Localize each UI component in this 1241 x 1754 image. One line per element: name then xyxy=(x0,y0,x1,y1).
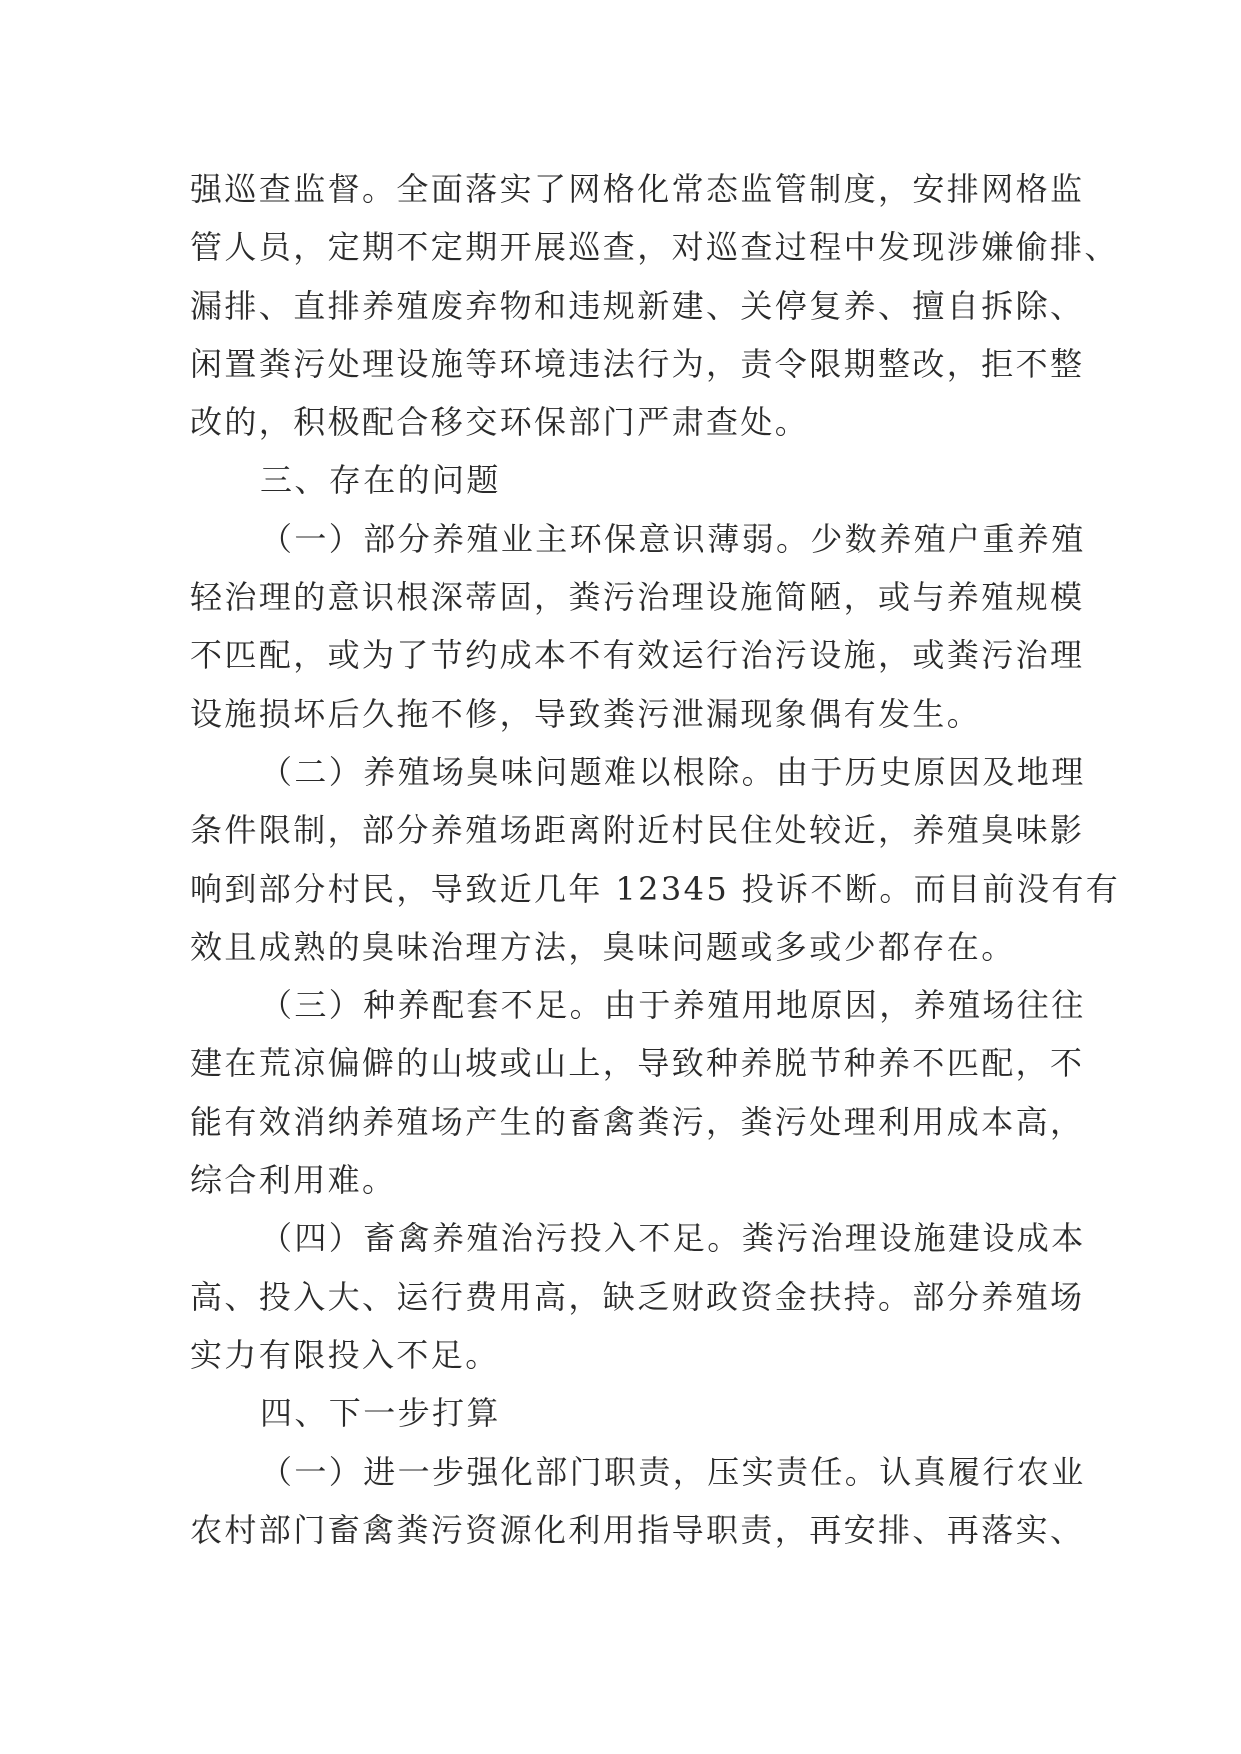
paragraph-start: （四）畜禽养殖治污投入不足。粪污治理设施建设成本 xyxy=(260,1219,1086,1258)
text-line: 强巡查监督。全面落实了网格化常态监管制度，安排网格监 xyxy=(190,170,1085,208)
text-line: 闲置粪污处理设施等环境违法行为，责令限期整改，拒不整 xyxy=(190,344,1085,383)
text-line: 效且成熟的臭味治理方法，臭味问题或多或少都存在。 xyxy=(190,927,1016,966)
paragraph-start: （一）部分养殖业主环保意识薄弱。少数养殖户重养殖 xyxy=(260,519,1086,558)
text-line: 不匹配，或为了节约成本不有效运行治污设施，或粪污治理 xyxy=(190,636,1085,675)
text-line: 轻治理的意识根深蒂固，粪污治理设施简陋，或与养殖规模 xyxy=(190,578,1085,617)
text-line: 农村部门畜禽粪污资源化利用指导职责，再安排、再落实、 xyxy=(190,1510,1085,1549)
text-line: 实力有限投入不足。 xyxy=(190,1335,500,1374)
text-line: 响到部分村民，导致近几年 12345 投诉不断。而目前没有有 xyxy=(190,869,1121,908)
paragraph-start: （二）养殖场臭味问题难以根除。由于历史原因及地理 xyxy=(260,752,1086,791)
text-line: 设施损坏后久拖不修，导致粪污泄漏现象偶有发生。 xyxy=(190,694,982,733)
paragraph-start: （一）进一步强化部门职责，压实责任。认真履行农业 xyxy=(260,1452,1086,1491)
paragraph-start: （三）种养配套不足。由于养殖用地原因，养殖场往往 xyxy=(260,986,1086,1025)
text-line: 管人员，定期不定期开展巡查，对巡查过程中发现涉嫌偷排、 xyxy=(190,228,1119,267)
text-line: 建在荒凉偏僻的山坡或山上，导致种养脱节种养不匹配，不 xyxy=(190,1044,1085,1083)
section-heading: 四、下一步打算 xyxy=(260,1394,501,1433)
text-line: 漏排、直排养殖废弃物和违规新建、关停复养、擅自拆除、 xyxy=(190,286,1085,325)
section-heading: 三、存在的问题 xyxy=(260,461,501,500)
text-line: 高、投入大、运行费用高，缺乏财政资金扶持。部分养殖场 xyxy=(190,1277,1085,1316)
text-line: 能有效消纳养殖场产生的畜禽粪污，粪污处理利用成本高， xyxy=(190,1102,1085,1141)
document-body xyxy=(190,160,1121,1559)
text-line: 改的，积极配合移交环保部门严肃查处。 xyxy=(190,403,810,442)
text-line: 综合利用难。 xyxy=(190,1161,397,1200)
text-line: 条件限制，部分养殖场距离附近村民住处较近，养殖臭味影 xyxy=(190,811,1085,850)
